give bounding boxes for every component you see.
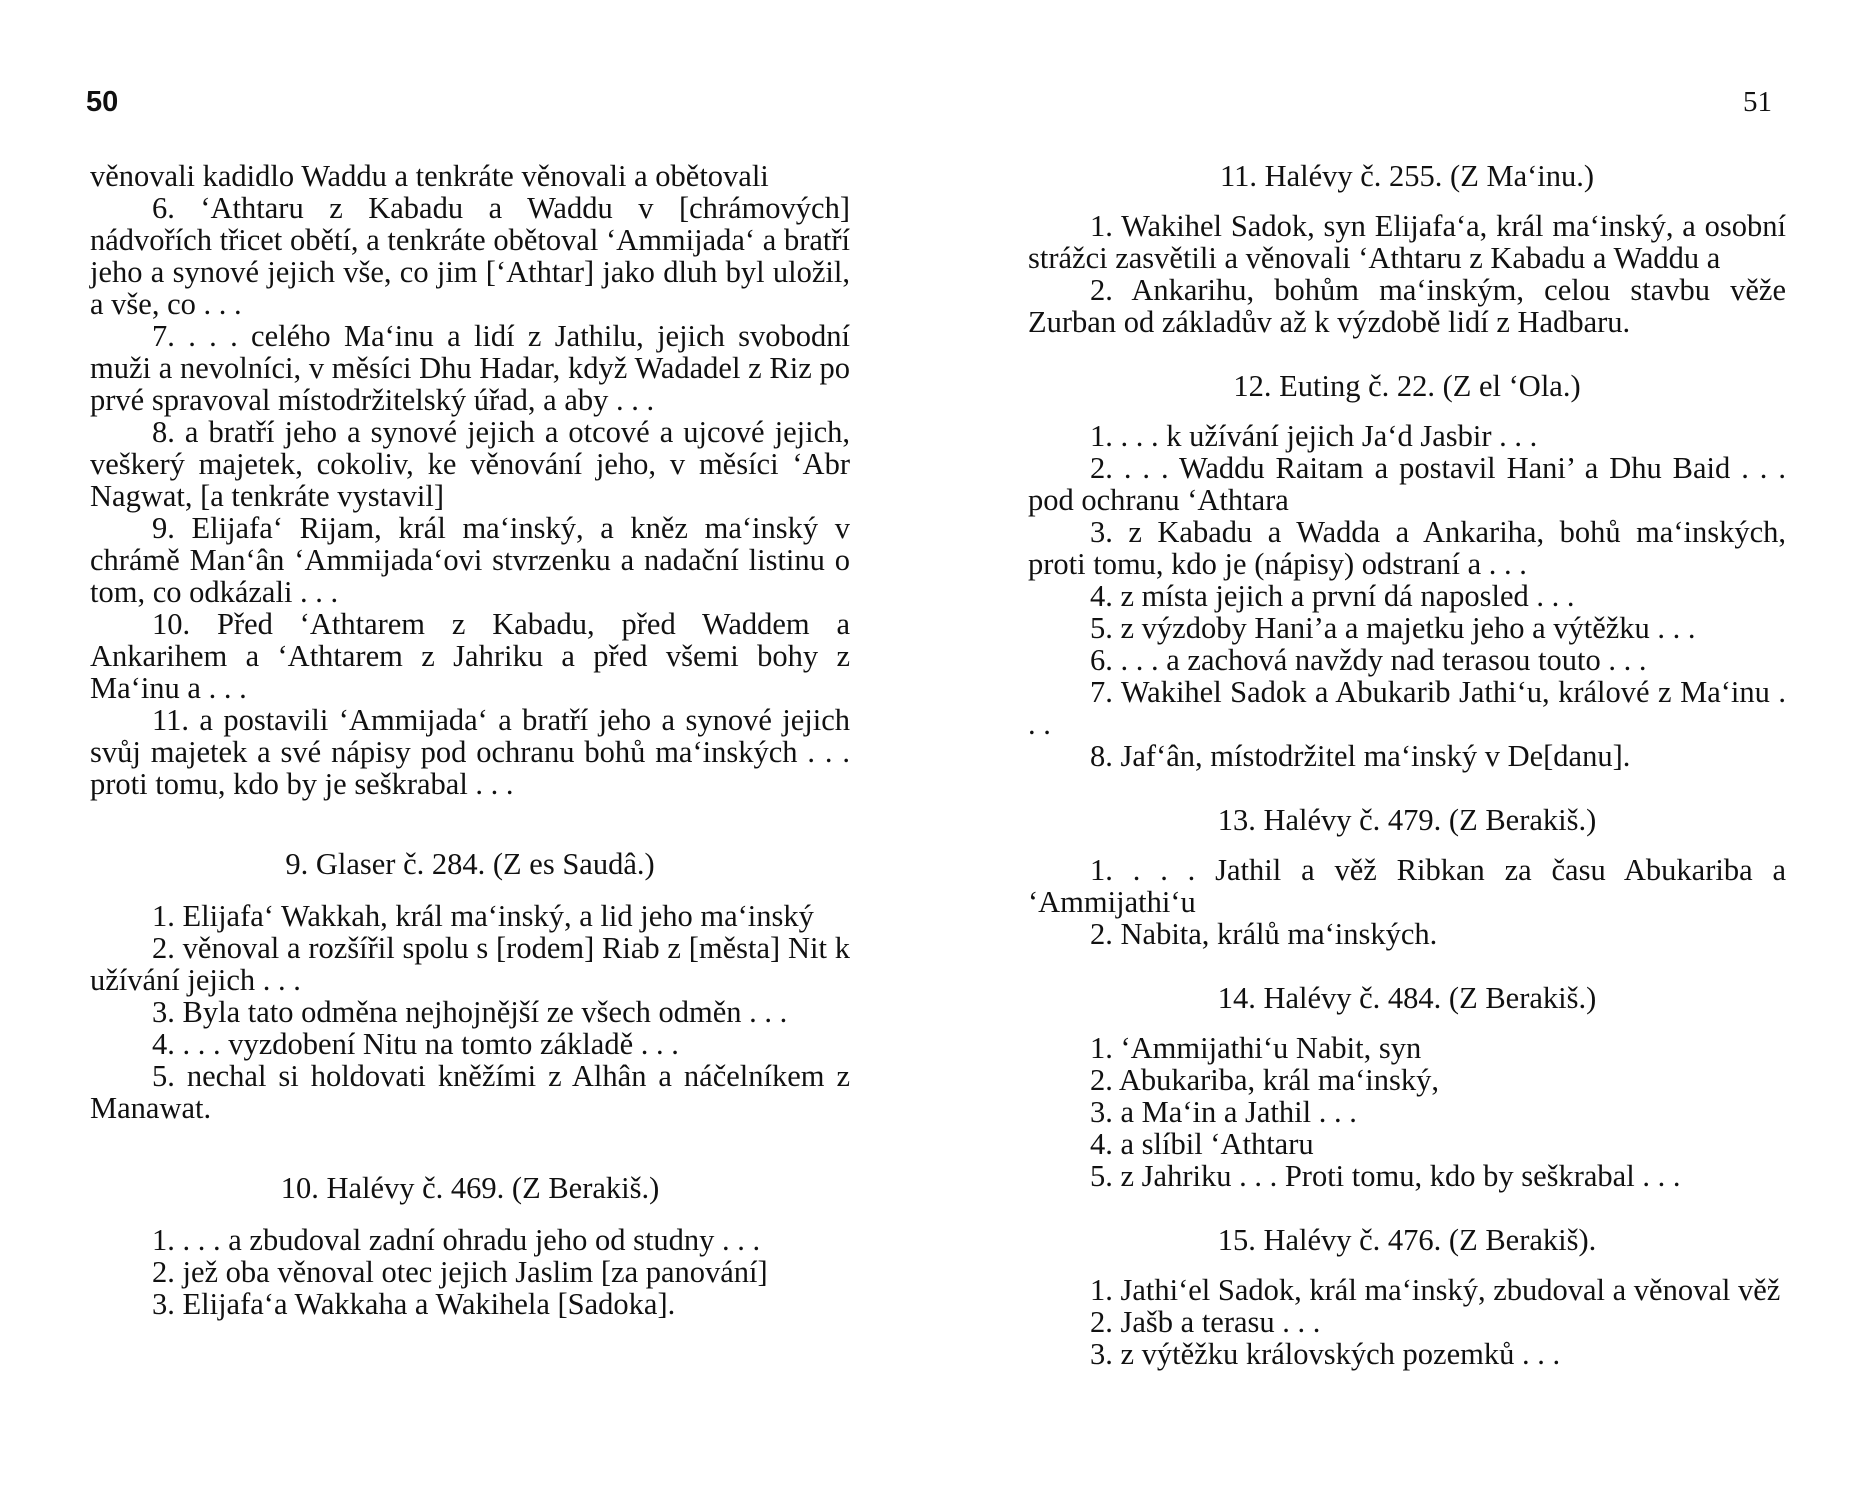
continuation-paragraph: 8. a bratří jeho a synové jejich a otcové a ujcové jejich, veškerý majetek, cokoliv, ke věnování jeho, v měsíci ‘Abr Nagwat, [a tenkráte vystavil] <box>90 415 850 513</box>
inscription-line: 4. a slíbil ‘Athtaru <box>1090 1127 1314 1161</box>
continuation-paragraph: 9. Elijafa‘ Rijam, král ma‘inský, a kněz ma‘inský v chrámě Man‘ân ‘Ammijada‘ovi stvrzenku a nadační listinu o tom, co odkázali . . . <box>90 511 850 609</box>
inscription-line: 5. z výzdoby Hani’a a majetku jeho a výtěžku . . . <box>1090 611 1696 645</box>
inscription-line: 2. . . . Waddu Raitam a postavil Hani’ a Dhu Baid . . . pod ochranu ‘Athtara <box>1028 451 1786 517</box>
inscription-line: 4. . . . vyzdobení Nitu na tomto základě . . . <box>152 1027 679 1061</box>
inscription-line: 2. Abukariba, král ma‘inský, <box>1090 1063 1439 1097</box>
inscription-line: 1. . . . k užívání jejich Ja‘d Jasbir . . . <box>1090 419 1538 453</box>
inscription-line: 7. Wakihel Sadok a Abukarib Jathi‘u, králové z Ma‘inu . . . <box>1028 675 1786 741</box>
inscription-section <box>1028 160 1786 338</box>
section-heading: 10. Halévy č. 469. (Z Berakiš.) <box>280 1171 660 1205</box>
continuation-paragraph: 7. . . . celého Ma‘inu a lidí z Jathilu, jejich svobodní muži a nevolníci, v měsíci Dhu Hadar, když Wadadel z Riz po prvé spravoval místodržitelský úřad, a aby . . . <box>90 319 850 417</box>
inscription-line: 1. Jathi‘el Sadok, král ma‘inský, zbudoval a věnoval věž <box>1090 1273 1781 1307</box>
continuation-paragraph: 11. a postavili ‘Ammijada‘ a bratří jeho a synové jejich svůj majetek a své nápisy pod ochranu bohů ma‘inských . . . proti tomu, kdo by je seškrabal . . . <box>90 703 850 801</box>
inscription-line: 1. ‘Ammijathi‘u Nabit, syn <box>1090 1031 1422 1065</box>
inscription-line: 1. Elijafa‘ Wakkah, král ma‘inský, a lid jeho ma‘inský <box>152 899 814 933</box>
right-page <box>928 0 1856 1500</box>
continuation-paragraph: 10. Před ‘Athtarem z Kabadu, před Waddem a Ankarihem a ‘Athtarem z Jahriku a před všemi bohy z Ma‘inu a . . . <box>90 607 850 705</box>
inscription-line: 2. Jašb a terasu . . . <box>1090 1305 1321 1339</box>
inscription-section <box>1028 804 1786 950</box>
inscription-line: 1. . . . Jathil a věž Ribkan za času Abukariba a ‘Ammijathi‘u <box>1028 853 1786 919</box>
inscription-line: 3. z výtěžku královských pozemků . . . <box>1090 1337 1561 1371</box>
inscription-line: 3. Byla tato odměna nejhojnější ze všech odměn . . . <box>152 995 788 1029</box>
section-heading: 12. Euting č. 22. (Z el ‘Ola.) <box>1233 369 1581 403</box>
inscription-line: 3. Elijafa‘a Wakkaha a Wakihela [Sadoka]. <box>152 1287 676 1321</box>
inscription-section <box>1028 982 1786 1192</box>
inscription-line: 3. z Kabadu a Wadda a Ankariha, bohů ma‘inských, proti tomu, kdo je (nápisy) odstraní a . . . <box>1028 515 1786 581</box>
section-heading: 14. Halévy č. 484. (Z Berakiš.) <box>1217 981 1597 1015</box>
inscription-line: 5. nechal si holdovati kněžími z Alhân a náčelníkem z Manawat. <box>90 1059 850 1125</box>
inscription-line: 2. Nabita, králů ma‘inských. <box>1090 917 1438 951</box>
continuation-paragraph: 6. ‘Athtaru z Kabadu a Waddu v [chrámových] nádvořích třicet obětí, a tenkráte obětoval ‘Ammijada‘ a bratří jeho a synové jejich vše, co jim [‘Athtar] jako dluh byl uložil, a vše, co . . . <box>90 191 850 321</box>
continuation-paragraph: věnovali kadidlo Waddu a tenkráte věnovali a obětovali <box>90 159 769 193</box>
inscription-line: 2. Ankarihu, bohům ma‘inským, celou stavbu věže Zurban od základův až k výzdobě lidí z Hadbaru. <box>1028 273 1786 339</box>
page-number: 51 <box>1743 86 1772 118</box>
inscription-line: 1. Wakihel Sadok, syn Elijafa‘a, král ma‘inský, a osobní strážci zasvětili a věnovali ‘Athtaru z Kabadu a Waddu a <box>1028 209 1786 275</box>
section-heading: 11. Halévy č. 255. (Z Ma‘inu.) <box>1219 159 1595 193</box>
inscription-section <box>90 848 850 1124</box>
section-heading: 13. Halévy č. 479. (Z Berakiš.) <box>1217 803 1597 837</box>
section-heading: 15. Halévy č. 476. (Z Berakiš). <box>1217 1223 1597 1257</box>
inscription-line: 1. . . . a zbudoval zadní ohradu jeho od studny . . . <box>152 1223 761 1257</box>
left-text-column <box>90 160 850 1320</box>
inscription-section <box>1028 370 1786 772</box>
section-heading: 9. Glaser č. 284. (Z es Saudâ.) <box>285 847 655 881</box>
inscription-line: 4. z místa jejich a první dá naposled . . . <box>1090 579 1575 613</box>
inscription-line: 2. věnoval a rozšířil spolu s [rodem] Riab z [města] Nit k užívání jejich . . . <box>90 931 850 997</box>
inscription-line: 2. jež oba věnoval otec jejich Jaslim [za panování] <box>152 1255 768 1289</box>
inscription-line: 8. Jaf‘ân, místodržitel ma‘inský v De[danu]. <box>1090 739 1631 773</box>
inscription-line: 6. . . . a zachová navždy nad terasou touto . . . <box>1090 643 1647 677</box>
page-number: 50 <box>86 86 119 118</box>
right-text-column <box>1028 160 1786 1370</box>
inscription-section <box>1028 1224 1786 1370</box>
inscription-line: 5. z Jahriku . . . Proti tomu, kdo by seškrabal . . . <box>1090 1159 1681 1193</box>
inscription-section <box>90 1172 850 1320</box>
inscription-line: 3. a Ma‘in a Jathil . . . <box>1090 1095 1357 1129</box>
